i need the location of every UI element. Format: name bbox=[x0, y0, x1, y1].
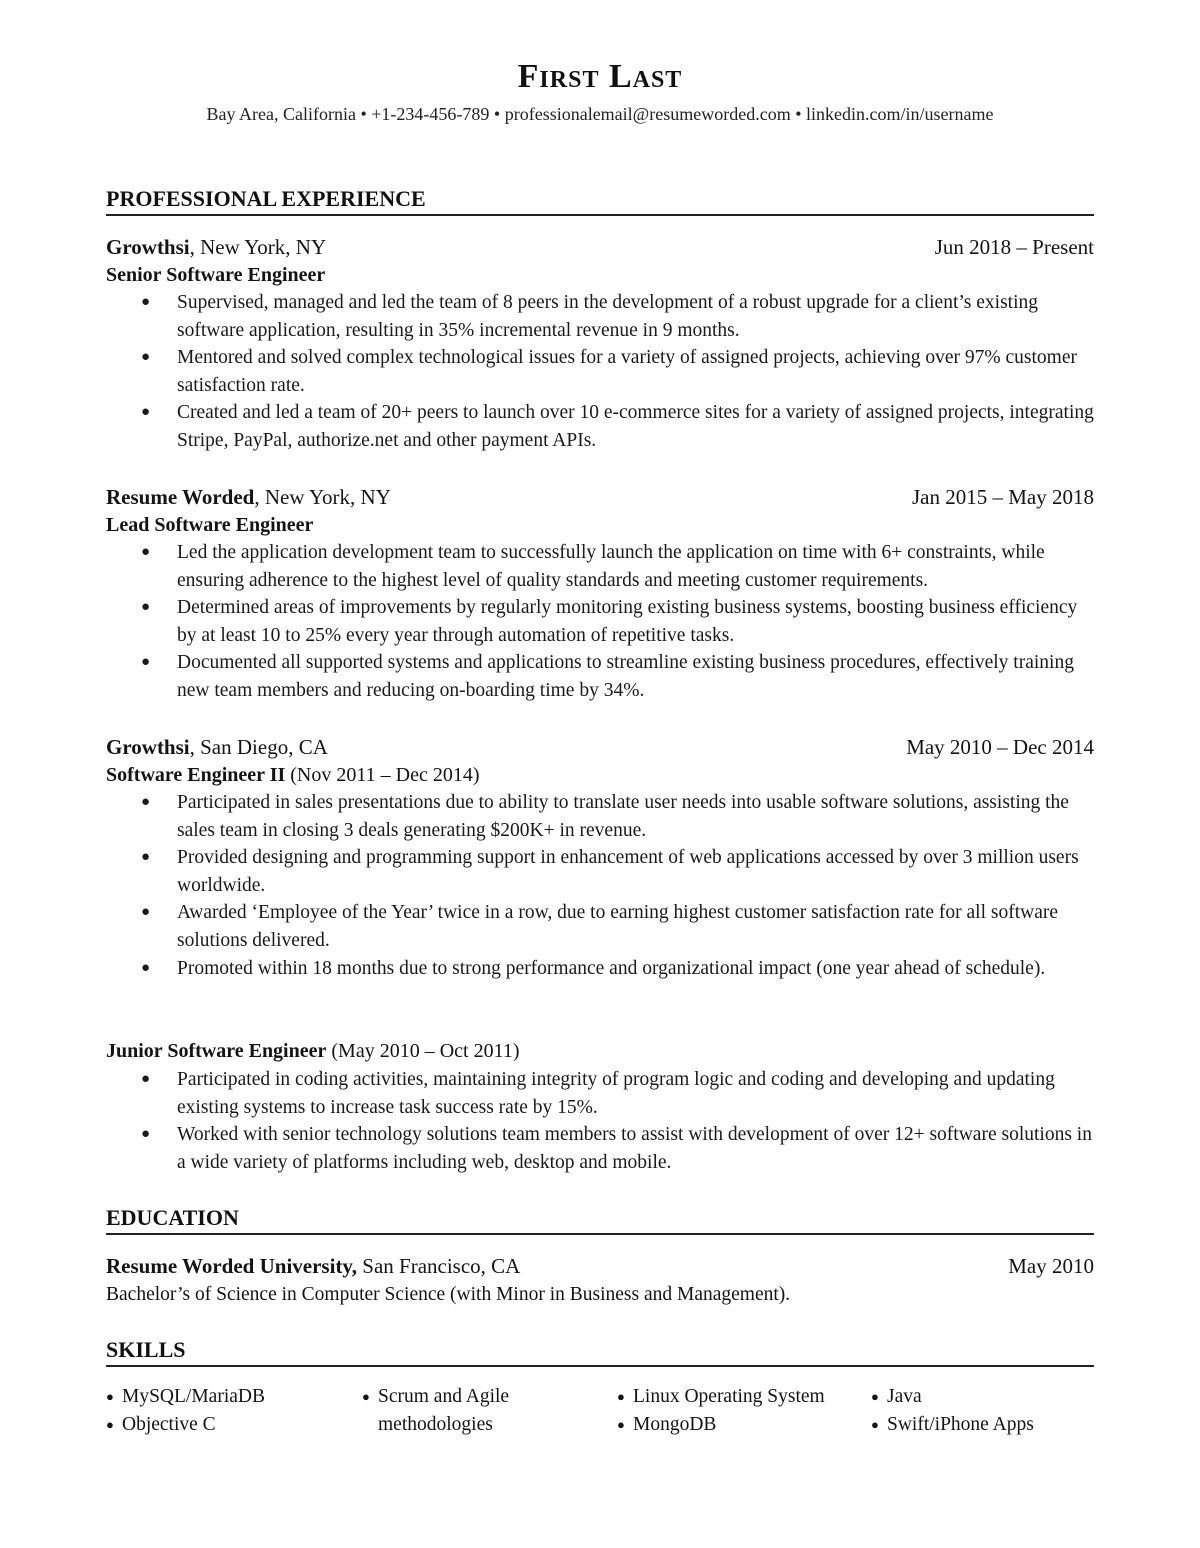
skill-item: ● Linux Operating System bbox=[617, 1383, 825, 1411]
job-bullets bbox=[106, 1066, 1094, 1176]
education-header bbox=[106, 1253, 1094, 1280]
job-header bbox=[106, 734, 1094, 761]
job-role: Software Engineer II bbox=[106, 764, 286, 786]
role-dates: (Nov 2011 – Dec 2014) bbox=[285, 764, 480, 786]
job-role: Lead Software Engineer bbox=[106, 514, 314, 536]
job-header bbox=[106, 484, 1094, 511]
skill-item-continued: methodologies bbox=[378, 1413, 493, 1435]
list-item: ● Led the application development team to successfully launch the application on time with 6+ constraints, while ensuring adherence to the highest level of quality standards and meeting customer requirements. bbox=[106, 539, 1094, 594]
job-dates: Jan 2015 – May 2018 bbox=[912, 485, 1094, 509]
job-role-line bbox=[106, 762, 1094, 789]
skill-item: ● MySQL/MariaDB bbox=[106, 1383, 265, 1411]
contact-line: Bay Area, California • +1-234-456-789 • professionalemail@resumeworded.com • linkedin.com/in/username bbox=[206, 104, 994, 124]
skill-item: ● Swift/iPhone Apps bbox=[871, 1411, 1034, 1439]
skills-column bbox=[617, 1383, 825, 1438]
skill-item: ● Java bbox=[871, 1383, 1034, 1411]
candidate-name: First Last bbox=[517, 58, 683, 95]
job-bullets bbox=[106, 789, 1094, 982]
list-item: ● Supervised, managed and led the team of 8 peers in the development of a robust upgrade for a client’s existing software application, resulting in 35% incremental revenue in 9 months. bbox=[106, 289, 1094, 344]
degree: Bachelor’s of Science in Computer Science (with Minor in Business and Management). bbox=[106, 1284, 791, 1305]
list-item: ● Provided designing and programming support in enhancement of web applications accessed by over 3 million users worldwide. bbox=[106, 844, 1094, 899]
job-bullets bbox=[106, 289, 1094, 455]
school-name: Resume Worded University, bbox=[106, 1254, 358, 1278]
skills-column bbox=[871, 1383, 1034, 1438]
role-dates: (May 2010 – Oct 2011) bbox=[326, 1040, 520, 1062]
job-dates: May 2010 – Dec 2014 bbox=[906, 735, 1094, 759]
list-item: ● Promoted within 18 months due to strong performance and organizational impact (one year ahead of schedule). bbox=[106, 955, 1094, 983]
section-title-skills: SKILLS bbox=[106, 1337, 1094, 1367]
job-dates: Jun 2018 – Present bbox=[934, 235, 1094, 259]
company-location: , San Diego, CA bbox=[189, 735, 328, 759]
section-title-experience: PROFESSIONAL EXPERIENCE bbox=[106, 186, 1094, 216]
company-location: , New York, NY bbox=[189, 235, 327, 259]
job-role-line bbox=[106, 1038, 1094, 1065]
list-item: ● Participated in sales presentations due to ability to translate user needs into usable software solutions, assisting the sales team in closing 3 deals generating $200K+ in revenue. bbox=[106, 789, 1094, 844]
list-item: ● Determined areas of improvements by regularly monitoring existing business systems, boosting business efficiency by at least 10 to 25% every year through automation of repetitive tasks. bbox=[106, 594, 1094, 649]
job-header bbox=[106, 234, 1094, 261]
list-item: ● Awarded ‘Employee of the Year’ twice in a row, due to earning highest customer satisfaction rate for all software solutions delivered. bbox=[106, 899, 1094, 954]
company-location: , New York, NY bbox=[254, 485, 391, 509]
list-item: ● Created and led a team of 20+ peers to launch over 10 e-commerce sites for a variety of assigned projects, integrating Stripe, PayPal, authorize.net and other payment APIs. bbox=[106, 399, 1094, 454]
job-bullets bbox=[106, 539, 1094, 705]
company-name: Growthsi bbox=[106, 735, 190, 759]
skills-column bbox=[106, 1383, 265, 1438]
company-name: Growthsi bbox=[106, 235, 190, 259]
skill-item: ● Scrum and Agile bbox=[362, 1383, 509, 1411]
section-title-education: EDUCATION bbox=[106, 1205, 1094, 1235]
job-role: Senior Software Engineer bbox=[106, 264, 326, 286]
company-name: Resume Worded bbox=[106, 485, 255, 509]
skill-item: ● Objective C bbox=[106, 1411, 265, 1439]
list-item: ● Mentored and solved complex technological issues for a variety of assigned projects, achieving over 97% customer satisfaction rate. bbox=[106, 344, 1094, 399]
list-item: ● Participated in coding activities, maintaining integrity of program logic and coding and developing and updating existing systems to increase task success rate by 15%. bbox=[106, 1066, 1094, 1121]
list-item: ● Documented all supported systems and applications to streamline existing business procedures, effectively training new team members and reducing on-boarding time by 34%. bbox=[106, 649, 1094, 704]
skill-item: ● MongoDB bbox=[617, 1411, 825, 1439]
graduation-date: May 2010 bbox=[1008, 1254, 1094, 1278]
school-location: San Francisco, CA bbox=[357, 1254, 521, 1278]
job-role: Junior Software Engineer bbox=[106, 1040, 327, 1062]
list-item: ● Worked with senior technology solutions team members to assist with development of over 12+ software solutions in a wide variety of platforms including web, desktop and mobile. bbox=[106, 1121, 1094, 1176]
skills-column bbox=[362, 1383, 509, 1438]
